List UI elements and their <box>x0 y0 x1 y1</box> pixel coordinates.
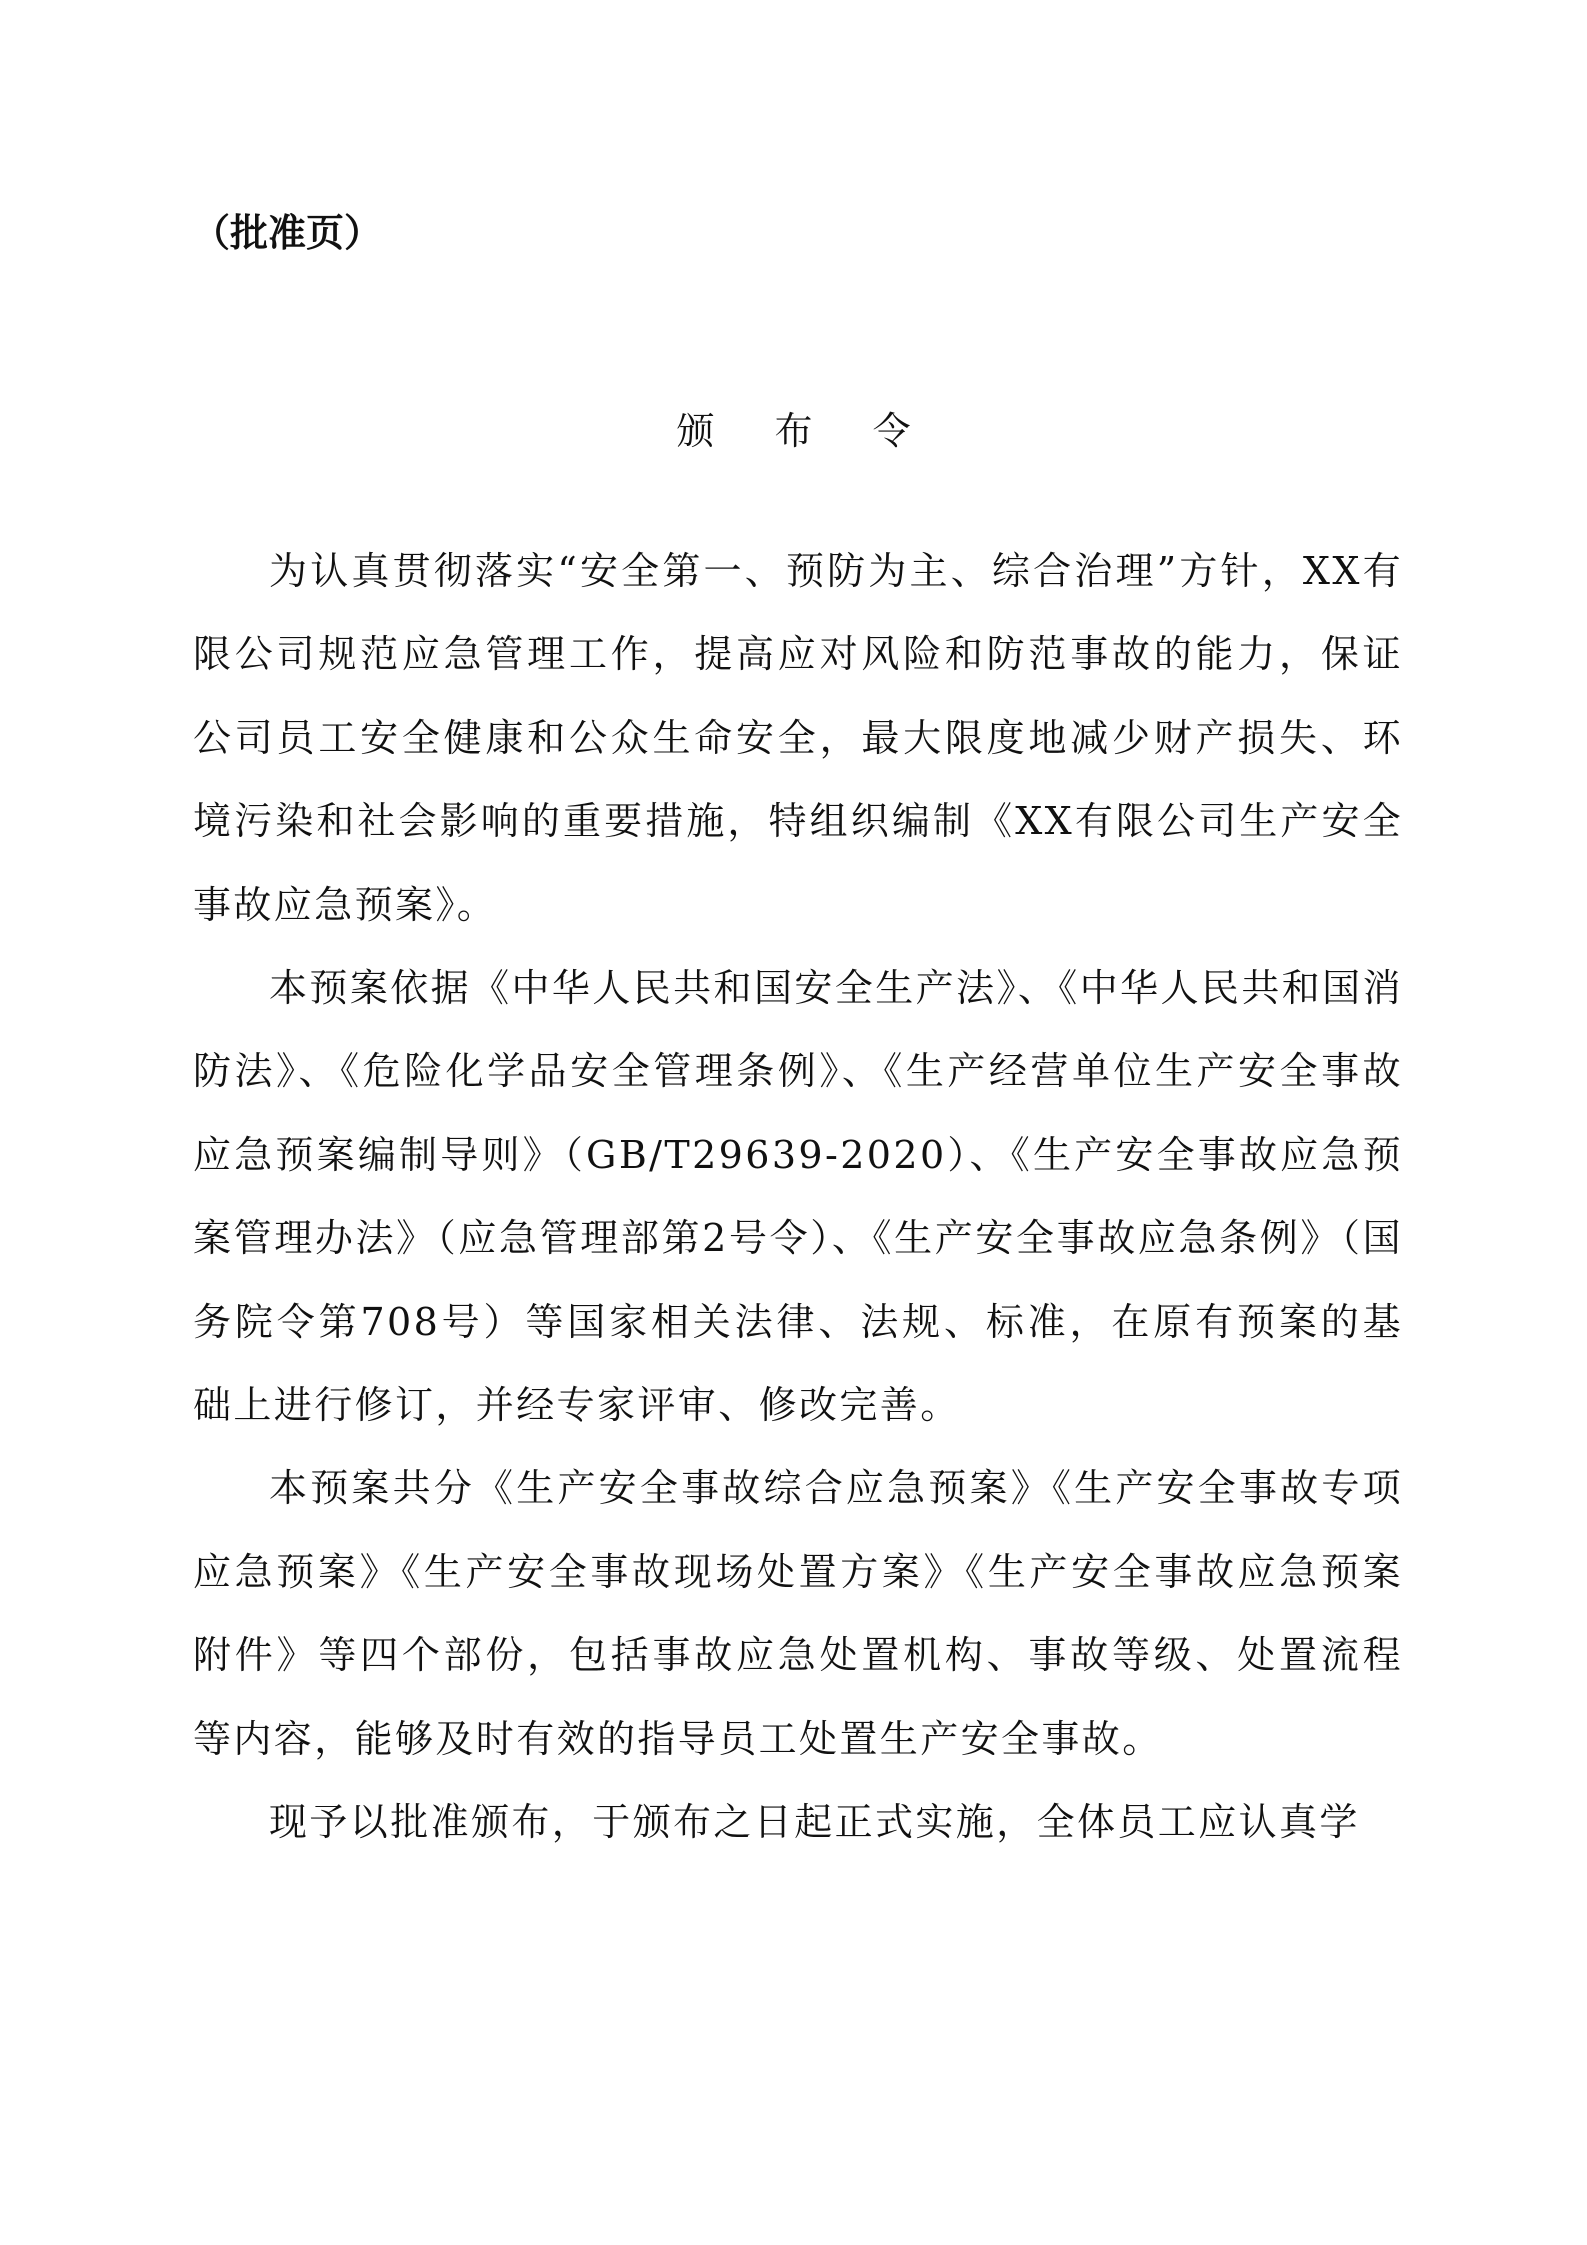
document-title: 颁 布 令 <box>676 409 935 453</box>
document-body <box>193 530 1403 1865</box>
body-paragraph-approval: 现予以批准颁布，于颁布之日起正式实施，全体员工应认真学 <box>269 1800 1360 1845</box>
approval-page-label: （批准页） <box>192 210 383 255</box>
body-paragraph-basis: 本预案依据《中华人民共和国安全生产法》、《中华人民共和国消防法》、《危险化学品安全管理条例》、《生产经营单位生产安全事故应急预案编制导则》（GB/T29639-2020）、《生产安全事故应急预案管理办法》（应急管理部第2号令）、《生产安全事故应急条例》（国务院令第708号）等国家相关法律、法规、标准，在原有预案的基础上进行修订，并经专家评审、修改完善。 <box>193 966 1403 1428</box>
body-paragraph-purpose: 为认真贯彻落实“安全第一、预防为主、综合治理”方针，XX有限公司规范应急管理工作，提高应对风险和防范事故的能力，保证公司员工安全健康和公众生命安全，最大限度地减少财产损失、环境污染和社会影响的重要措施，特组织编制《XX有限公司生产安全事故应急预案》。 <box>193 549 1403 927</box>
body-paragraph-structure: 本预案共分《生产安全事故综合应急预案》《生产安全事故专项应急预案》《生产安全事故现场处置方案》《生产安全事故应急预案附件》等四个部份，包括事故应急处置机构、事故等级、处置流程等内容，能够及时有效的指导员工处置生产安全事故。 <box>193 1466 1403 1761</box>
